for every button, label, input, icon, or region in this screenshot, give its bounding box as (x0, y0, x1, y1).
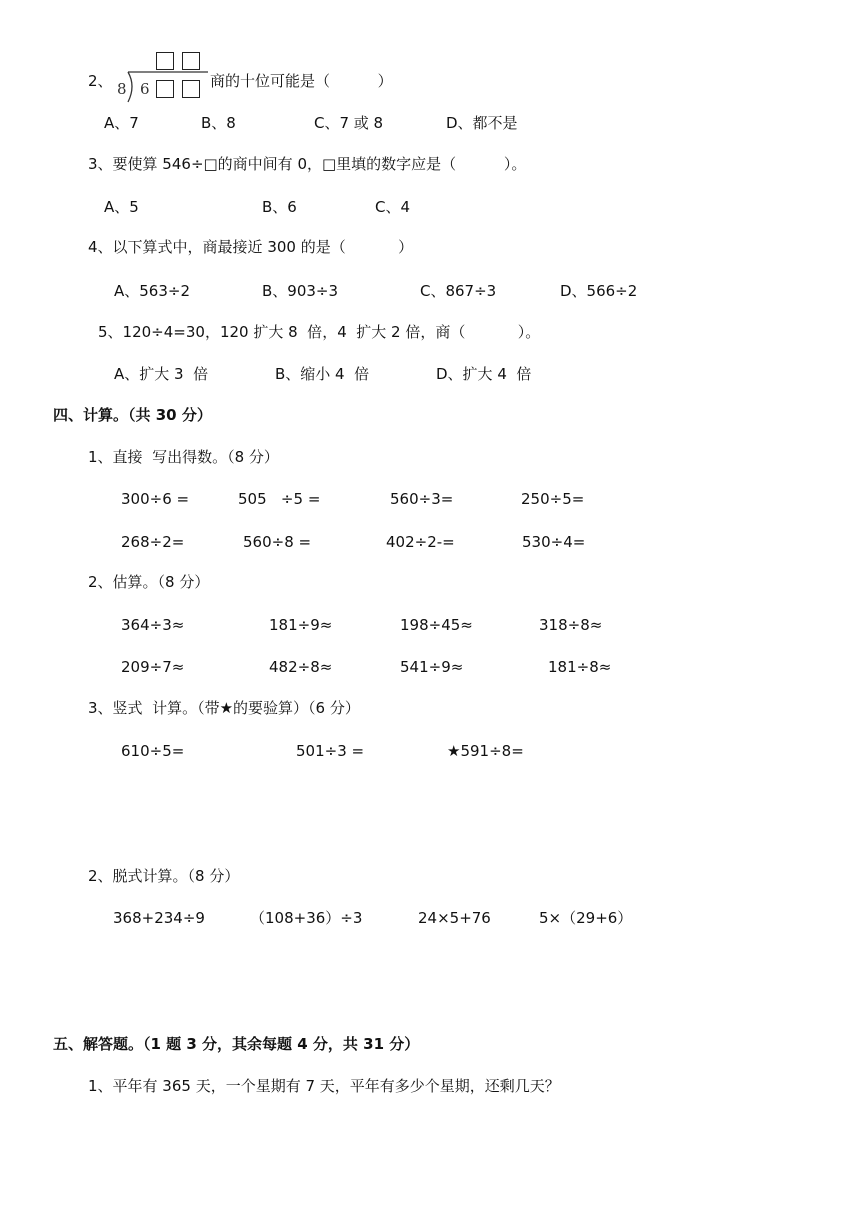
q2-option-c: C、7 或 8 (314, 114, 384, 132)
word-problem-1: 1、平年有 365 天，一个星期有 7 天，平年有多少个星期，还剩几天？ (88, 1077, 560, 1095)
estimate-item: 181÷9≈ (269, 616, 333, 634)
part-1-title: 1、直接 写出得数。（8 分） (88, 448, 279, 466)
q2-option-a: A、7 (104, 114, 139, 132)
long-division-figure (112, 50, 212, 106)
vertical-calc-item: 501÷3 = (296, 742, 365, 760)
direct-calc-item: 402÷2-= (386, 533, 455, 551)
estimate-item: 198÷45≈ (400, 616, 473, 634)
q2-option-b: B、8 (201, 114, 236, 132)
q2-option-d: D、都不是 (446, 114, 518, 132)
stepwise-calc-item: 5×（29+6） (539, 909, 633, 927)
q5-option-d: D、扩大 4 倍 (436, 365, 532, 383)
direct-calc-item: 560÷3= (390, 490, 454, 508)
question-3-stem: 3、要使算 546÷□的商中间有 0，□里填的数字应是（ ）。 (88, 155, 527, 173)
question-5-stem: 5、120÷4=30，120 扩大 8 倍，4 扩大 2 倍，商（ ）。 (98, 323, 541, 341)
q4-option-a: A、563÷2 (114, 282, 191, 300)
section-4-heading: 四、计算。（共 30 分） (53, 406, 212, 424)
section-5-heading: 五、解答题。（1 题 3 分，其余每题 4 分，共 31 分） (53, 1035, 420, 1053)
quotient-box-ones[interactable] (182, 52, 200, 70)
part-4-title: 2、脱式计算。（8 分） (88, 867, 240, 885)
estimate-item: 482÷8≈ (269, 658, 333, 676)
vertical-calc-item: 610÷5= (121, 742, 185, 760)
direct-calc-item: 530÷4= (522, 533, 586, 551)
question-2-stem: 商的十位可能是（ ） (210, 72, 393, 90)
dividend-box-ones[interactable] (182, 80, 200, 98)
dividend-digit: 6 (140, 80, 150, 98)
q4-option-b: B、903÷3 (262, 282, 339, 300)
q3-option-c: C、4 (375, 198, 411, 216)
direct-calc-item: 250÷5= (521, 490, 585, 508)
q4-option-c: C、867÷3 (420, 282, 497, 300)
stepwise-calc-item: 368+234÷9 (113, 909, 205, 927)
part-2-title: 2、估算。（8 分） (88, 573, 210, 591)
quotient-box-tens[interactable] (156, 52, 174, 70)
estimate-item: 209÷7≈ (121, 658, 185, 676)
divisor: 8 (117, 80, 127, 98)
dividend-box-tens[interactable] (156, 80, 174, 98)
q3-option-a: A、5 (104, 198, 139, 216)
direct-calc-item: 560÷8 = (243, 533, 312, 551)
estimate-item: 318÷8≈ (539, 616, 603, 634)
estimate-item: 541÷9≈ (400, 658, 464, 676)
stepwise-calc-item: 24×5+76 (418, 909, 491, 927)
estimate-item: 181÷8≈ (548, 658, 612, 676)
part-3-title: 3、竖式 计算。（带★的要验算）（6 分） (88, 699, 360, 717)
question-2-number: 2、 (88, 72, 113, 90)
direct-calc-item: 300÷6 = (121, 490, 190, 508)
q4-option-d: D、566÷2 (560, 282, 638, 300)
vertical-calc-item: ★591÷8= (447, 742, 524, 760)
q5-option-a: A、扩大 3 倍 (114, 365, 209, 383)
q5-option-b: B、缩小 4 倍 (275, 365, 370, 383)
q3-option-b: B、6 (262, 198, 297, 216)
stepwise-calc-item: （108+36）÷3 (250, 909, 363, 927)
question-4-stem: 4、以下算式中，商最接近 300 的是（ ） (88, 238, 414, 256)
direct-calc-item: 268÷2= (121, 533, 185, 551)
estimate-item: 364÷3≈ (121, 616, 185, 634)
direct-calc-item: 505 ÷5 = (238, 490, 321, 508)
